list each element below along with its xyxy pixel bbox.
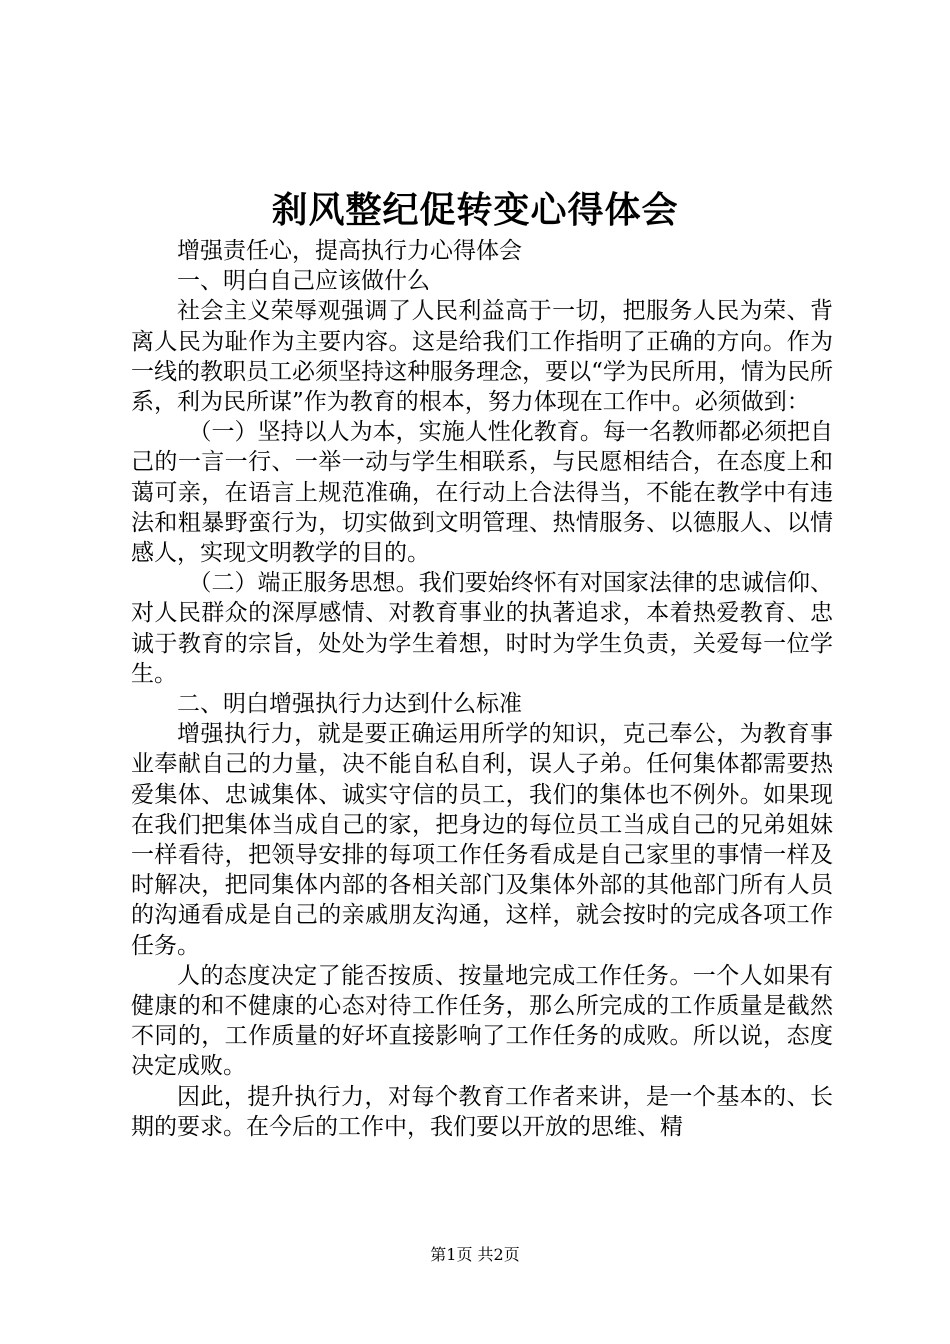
document-title: 刹风整纪促转变心得体会 [271, 189, 679, 231]
paragraph: 增强执行力，就是要正确运用所学的知识，克己奉公，为教育事业奉献自己的力量，决不能自私自利，误人子弟。任何集体都需要热爱集体、忠诚集体、诚实守信的员工，我们的集体也不例外。如果现在我们把集体当成自己的家，把身边的每位员工当成自己的兄弟姐妹一样看待，把领导安排的每项工作任务看成是自己家里的事情一样及时解决，把同集体内部的各相关部门及集体外部的其他部门所有人员的沟通看成是自己的亲戚朋友沟通，这样，就会按时的完成各项工作任务。 [131, 721, 833, 959]
section-heading-2: 二、明白增强执行力达到什么标准 [177, 691, 522, 718]
page-footer: 第1页 共2页 [430, 1245, 520, 1264]
paragraph: （一）坚持以人为本，实施人性化教育。每一名教师都必须把自己的一言一行、一举一动与学生相联系，与民愿相结合，在态度上和蔼可亲，在语言上规范准确，在行动上合法得当，不能在教学中有违法和粗暴野蛮行为，切实做到文明管理、热情服务、以德服人、以情感人，实现文明教学的目的。 [131, 419, 833, 567]
paragraph-subtitle: 增强责任心，提高执行力心得体会 [177, 238, 522, 264]
section-heading-1: 一、明白自己应该做什么 [177, 268, 430, 295]
paragraph: 社会主义荣辱观强调了人民利益高于一切，把服务人民为荣、背离人民为耻作为主要内容。这是给我们工作指明了正确的方向。作为一线的教职员工必须坚持这种服务理念，要以“学为民所用，情为民所系，利为民所谋”作为教育的根本，努力体现在工作中。必须做到： [131, 298, 833, 416]
paragraph: 因此，提升执行力，对每个教育工作者来讲，是一个基本的、长期的要求。在今后的工作中，我们要以开放的思维、精 [131, 1083, 833, 1140]
paragraph: （二）端正服务思想。我们要始终怀有对国家法律的忠诚信仰、对人民群众的深厚感情、对教育事业的执著追求，本着热爱教育、忠诚于教育的宗旨，处处为学生着想，时时为学生负责，关爱每一位学生。 [131, 570, 833, 687]
document-body [131, 236, 833, 1142]
paragraph: 人的态度决定了能否按质、按量地完成工作任务。一个人如果有健康的和不健康的心态对待工作任务，那么所完成的工作质量是截然不同的，工作质量的好坏直接影响了工作任务的成败。所以说，态度决定成败。 [131, 962, 833, 1080]
